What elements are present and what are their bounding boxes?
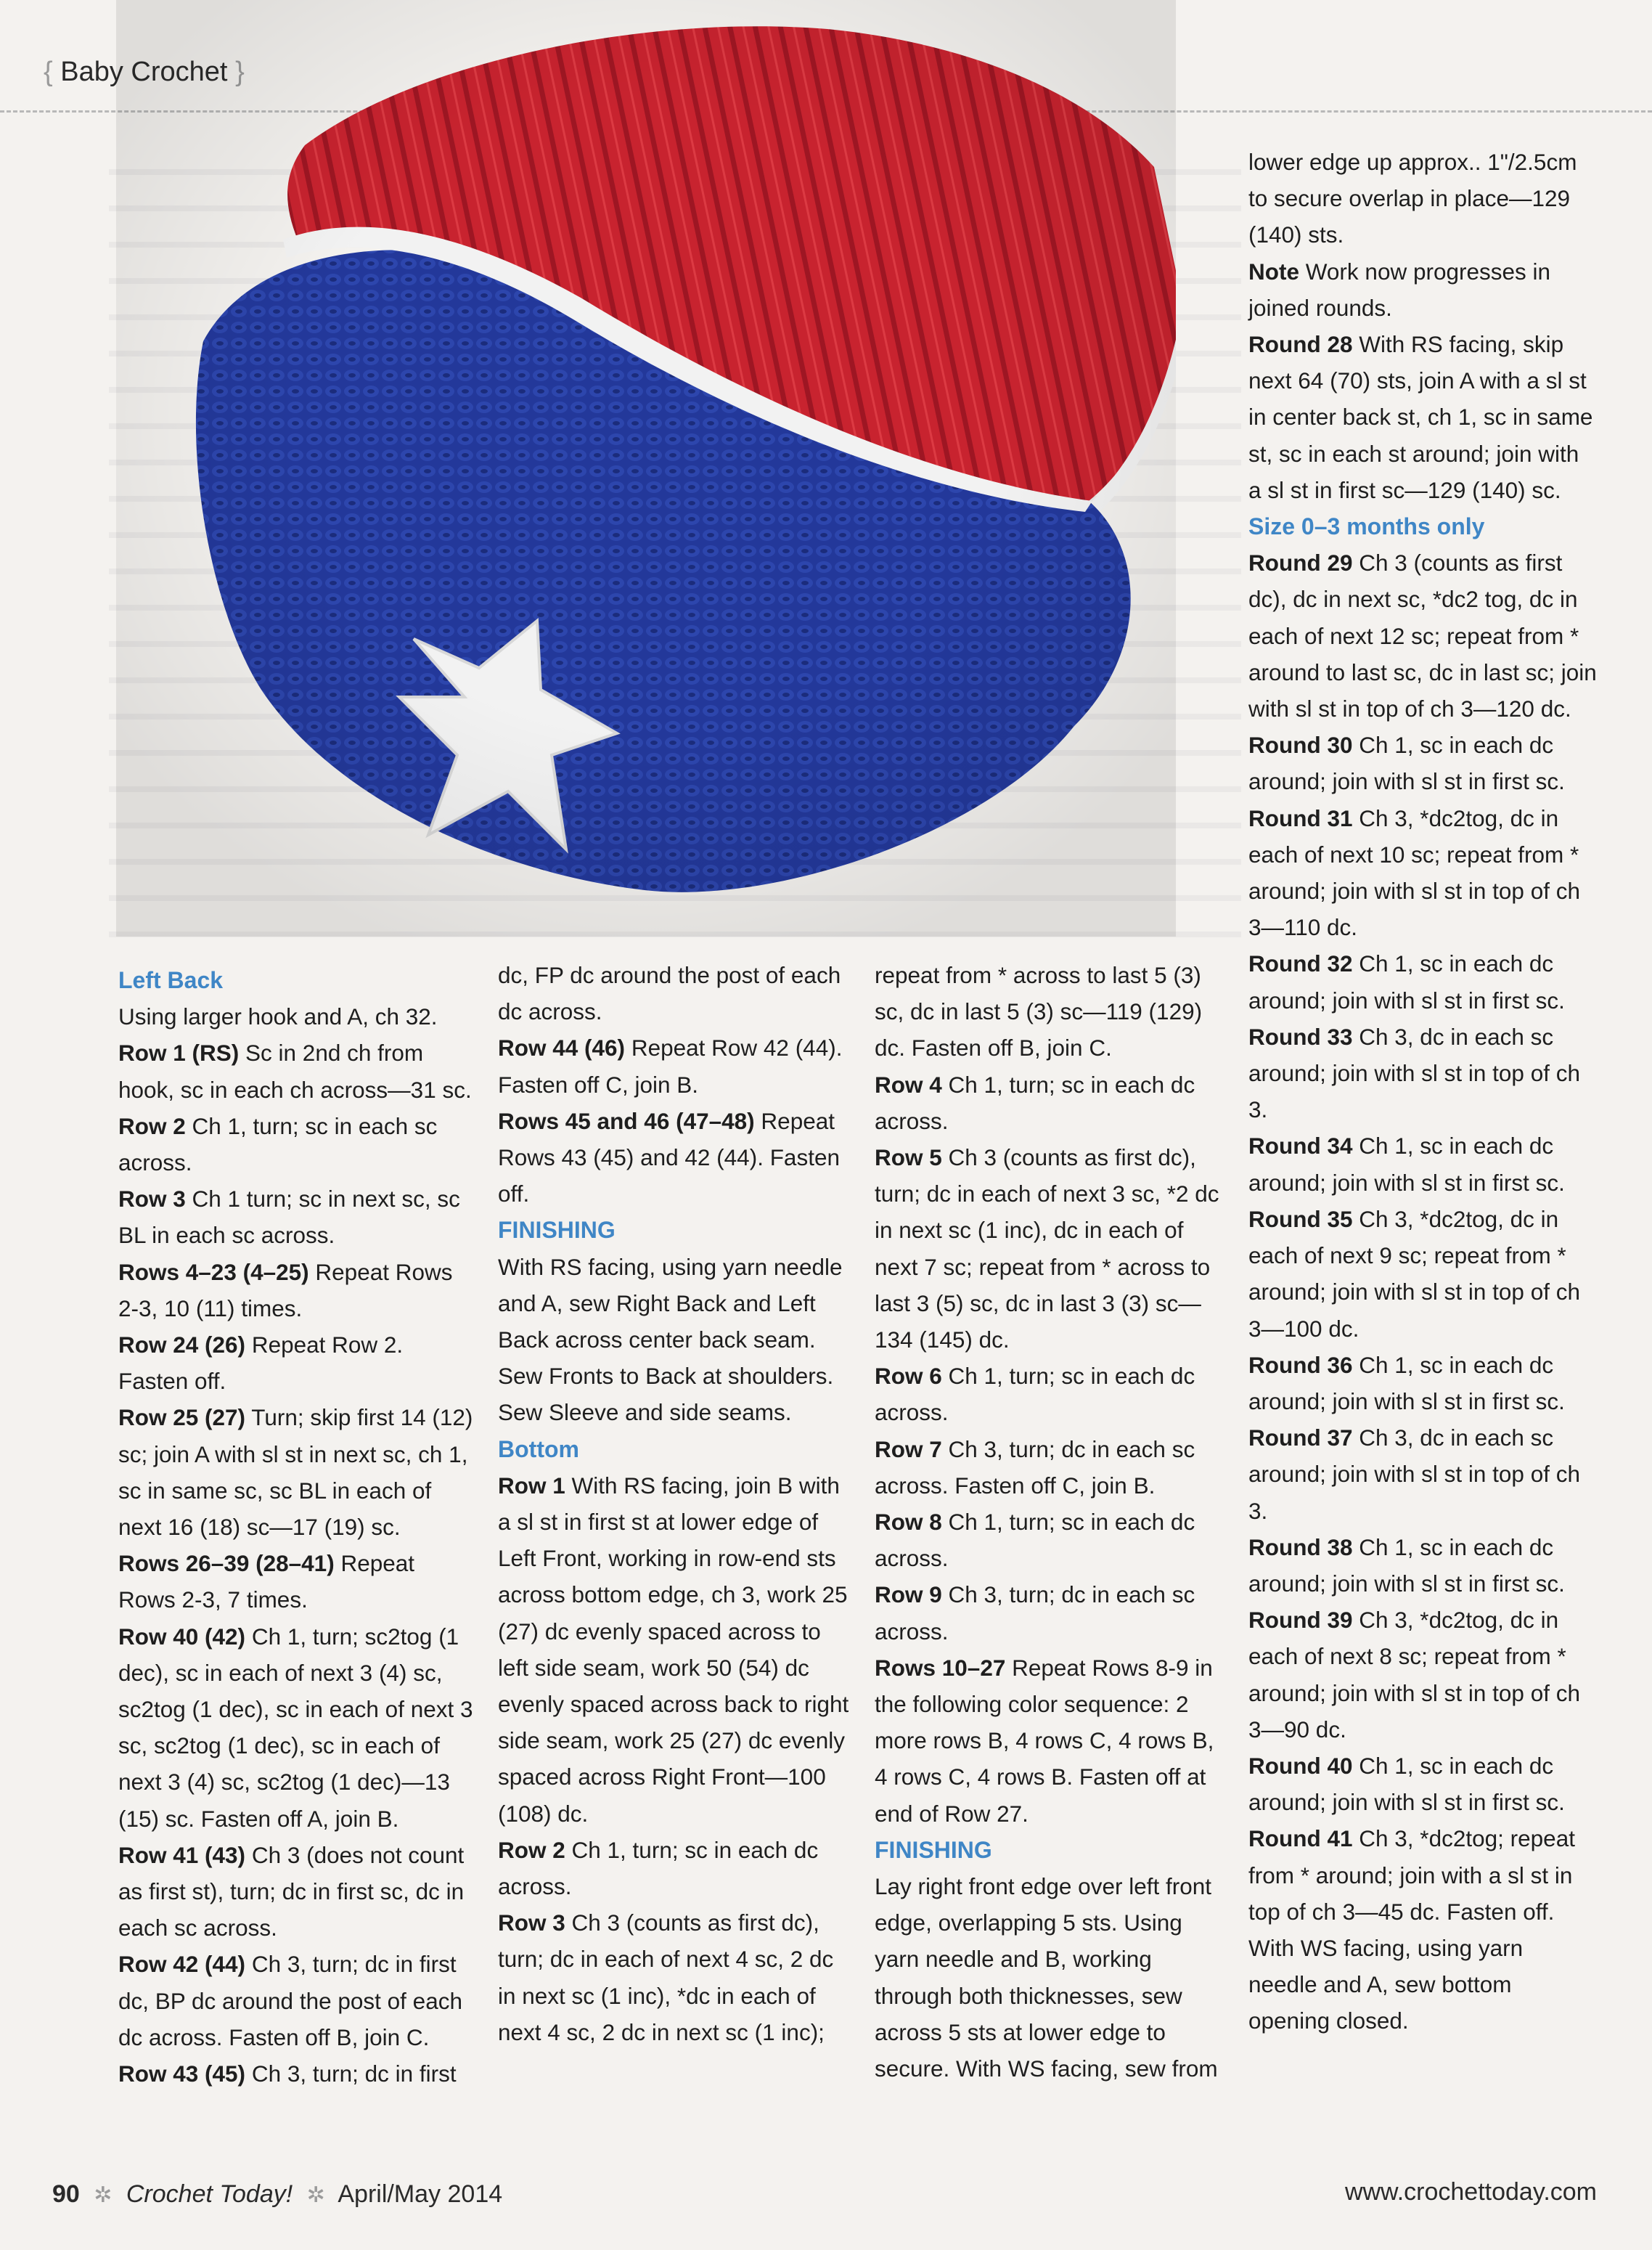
instruction-text: Repeat Row 2. Fasten off.	[118, 1332, 404, 1395]
instruction-text: Ch 1, turn; sc in each dc across.	[875, 1509, 1195, 1572]
row-label: Note	[1248, 258, 1299, 285]
instruction-text: Ch 1, turn; sc in each dc across.	[875, 1071, 1195, 1134]
instruction-paragraph	[118, 2055, 474, 2092]
hat-photo	[116, 0, 1176, 937]
row-label: Row 2	[118, 1112, 186, 1139]
instruction-text: Turn; skip first 14 (12) sc; join A with sl st in next sc, ch 1, sc in same sc, sc BL in each of next 16 (18) sc—17 (19) sc.	[118, 1404, 473, 1541]
instruction-text: Ch 3, *dc2tog, dc in each of next 10 sc; repeat from * around; join with sl st in top of ch 3—110 dc.	[1248, 804, 1580, 941]
instruction-paragraph	[1248, 326, 1597, 508]
instruction-paragraph	[1248, 1419, 1597, 1529]
row-label: Row 5	[875, 1144, 942, 1171]
instruction-text: Using larger hook and A, ch 32.	[118, 1003, 438, 1030]
row-label: Round 33	[1248, 1023, 1353, 1050]
row-label: Row 42 (44)	[118, 1951, 246, 1978]
instruction-paragraph	[118, 1108, 474, 1181]
instruction-paragraph	[1248, 144, 1597, 253]
instruction-text: Sc in 2nd ch from hook, sc in each ch across—31 sc.	[118, 1040, 472, 1103]
instruction-text: Repeat Rows 8-9 in the following color sequence: 2 more rows B, 4 rows C, 4 rows B, 4 rows C, 4 rows B. Fasten off at end of Row 27.	[875, 1654, 1214, 1827]
pattern-column-3	[875, 957, 1230, 2087]
instruction-text: Ch 3, *dc2tog, dc in each of next 9 sc; repeat from * around; join with sl st in top of ch 3—100 dc.	[1248, 1205, 1580, 1342]
instruction-paragraph	[118, 1946, 474, 2055]
instruction-paragraph	[875, 1358, 1230, 1430]
instruction-text: Ch 3 (counts as first dc), turn; dc in each of next 3 sc, *2 dc in next sc (1 inc), dc in each of next 7 sc; repeat from * across to last 3 (5) sc, dc in last 3 (3) sc—134 (145) dc.	[875, 1144, 1219, 1353]
instruction-text: Ch 1, turn; sc in each dc across.	[498, 1836, 819, 1900]
section-heading: Left Back	[118, 967, 224, 993]
instruction-paragraph	[875, 957, 1230, 1067]
instruction-text: Ch 1, sc in each dc around; join with sl st in first sc.	[1248, 1533, 1565, 1597]
instruction-paragraph	[1248, 1820, 1597, 1930]
row-label: Row 25 (27)	[118, 1404, 246, 1431]
instruction-paragraph	[875, 1067, 1230, 1139]
row-label: Row 6	[875, 1363, 942, 1390]
row-label: Row 24 (26)	[118, 1332, 246, 1358]
instruction-paragraph	[1248, 1930, 1597, 2039]
instruction-text: Ch 1, sc in each dc around; join with sl st in first sc.	[1248, 1351, 1565, 1414]
instruction-text: With RS facing, using yarn needle and A, sew Right Back and Left Back across center back seam. Sew Fronts to Back at shoulders. Sew Sleeve and side seams.	[498, 1253, 843, 1426]
row-label: Round 29	[1248, 550, 1353, 576]
instruction-paragraph	[498, 1103, 850, 1212]
instruction-text: repeat from * across to last 5 (3) sc, dc in last 5 (3) sc—119 (129) dc. Fasten off B, join C.	[875, 962, 1203, 1061]
instruction-paragraph	[1248, 1602, 1597, 1748]
instruction-paragraph	[118, 1181, 474, 1253]
row-label: Row 40 (42)	[118, 1623, 246, 1650]
instruction-text: Ch 3, turn; dc in first dc, BP dc around the post of each dc across. Fasten off B, join C.	[118, 1951, 462, 2050]
row-label: Rows 45 and 46 (47–48)	[498, 1107, 755, 1134]
row-label: Row 44 (46)	[498, 1035, 626, 1061]
instruction-text: Ch 1, turn; sc2tog (1 dec), sc in each of next 3 (4) sc, sc2tog (1 dec), sc in each of next 3 sc, sc2tog (1 dec), sc in each of next 3 (4) sc, sc2tog (1 dec)—13 (15) sc. Fasten off A, join B.	[118, 1623, 473, 1832]
instruction-text: Ch 3 (does not count as first st), turn; dc in first sc, dc in each sc across.	[118, 1841, 465, 1941]
instruction-paragraph	[498, 1904, 850, 2050]
instruction-paragraph	[1248, 1128, 1597, 1200]
row-label: Round 41	[1248, 1825, 1353, 1852]
instruction-text: Ch 3, turn; dc in each sc across.	[875, 1581, 1195, 1644]
instruction-paragraph	[118, 1399, 474, 1545]
instruction-paragraph	[498, 1030, 850, 1102]
row-label: Round 34	[1248, 1133, 1353, 1159]
instruction-text: Repeat Row 42 (44). Fasten off C, join B.	[498, 1035, 843, 1098]
section-heading: FINISHING	[498, 1217, 616, 1244]
instruction-text: Ch 1, sc in each dc around; join with sl st in first sc.	[1248, 1133, 1565, 1196]
left-brace-icon: {	[44, 57, 53, 87]
row-label: Row 4	[875, 1071, 942, 1098]
section-label-text: Baby Crochet	[60, 57, 228, 87]
instruction-paragraph	[498, 1249, 850, 1431]
row-label: Round 28	[1248, 331, 1353, 358]
instruction-paragraph	[1248, 253, 1597, 326]
instruction-text: Ch 1, turn; sc in each dc across.	[875, 1363, 1195, 1426]
row-label: Rows 10–27	[875, 1654, 1006, 1681]
instruction-text: With RS facing, skip next 64 (70) sts, join A with a sl st in center back st, ch 1, sc in same st, sc in each st around; join with a sl st in first sc—129 (140) sc.	[1248, 331, 1593, 503]
row-label: Row 1	[498, 1472, 565, 1499]
instruction-text: dc, FP dc around the post of each dc across.	[498, 962, 841, 1025]
row-label: Rows 26–39 (28–41)	[118, 1550, 335, 1577]
instruction-paragraph	[498, 1832, 850, 1904]
instruction-paragraph	[498, 1467, 850, 1832]
bullet-icon: ✲	[306, 2183, 325, 2207]
instruction-paragraph	[118, 1837, 474, 1947]
instruction-text: With RS facing, join B with a sl st in first st at lower edge of Left Front, working in row-end sts across bottom edge, ch 3, work 25 (27) dc evenly spaced across to left side seam, work 50 (54) dc evenly spaced across back to right side seam, work 25 (27) dc evenly spaced across Right Front—100 (108) dc.	[498, 1472, 849, 1827]
instruction-text: Lay right front edge over left front edge, overlapping 5 sts. Using yarn needle and B, working through both thicknesses, sew across 5 sts at lower edge to secure. With WS facing, sew from	[875, 1873, 1218, 2082]
row-label: Round 40	[1248, 1752, 1353, 1779]
instruction-text: Ch 1, sc in each dc around; join with sl st in first sc.	[1248, 732, 1565, 795]
row-label: Row 3	[118, 1186, 186, 1212]
instruction-text: Ch 1, sc in each dc around; join with sl st in first sc.	[1248, 1752, 1565, 1816]
instruction-text: Ch 3, *dc2tog, dc in each of next 8 sc; repeat from * around; join with sl st in top of ch 3—90 dc.	[1248, 1607, 1580, 1742]
instruction-text: Ch 1, turn; sc in each sc across.	[118, 1112, 438, 1176]
instruction-paragraph	[498, 957, 850, 1030]
row-label: Row 43 (45)	[118, 2061, 246, 2087]
row-label: Row 3	[498, 1909, 565, 1936]
instruction-text: With WS facing, using yarn needle and A, sew bottom opening closed.	[1248, 1934, 1524, 2034]
row-label: Row 1 (RS)	[118, 1040, 240, 1067]
row-label: Round 32	[1248, 950, 1353, 977]
instruction-paragraph	[118, 1326, 474, 1399]
instruction-paragraph	[875, 1139, 1230, 1358]
instruction-paragraph	[1248, 727, 1597, 799]
row-label: Round 36	[1248, 1351, 1353, 1378]
website-url: www.crochettoday.com	[1344, 2178, 1597, 2206]
instruction-paragraph	[118, 1618, 474, 1837]
footer-folio	[52, 2180, 502, 2209]
row-label: Round 31	[1248, 804, 1353, 831]
instruction-text: Ch 3, turn; dc in first	[245, 2061, 457, 2087]
issue-date: April/May 2014	[338, 2180, 503, 2208]
instruction-text: Repeat Rows 2-3, 10 (11) times.	[118, 1258, 453, 1321]
instruction-paragraph	[1248, 1347, 1597, 1419]
instruction-paragraph	[1248, 1748, 1597, 1820]
instruction-text: Ch 1 turn; sc in next sc, sc BL in each sc across.	[118, 1186, 460, 1249]
row-label: Row 9	[875, 1581, 942, 1608]
bullet-icon: ✲	[94, 2183, 113, 2207]
page-number: 90	[52, 2180, 80, 2208]
instruction-paragraph	[118, 1545, 474, 1618]
instruction-text: lower edge up approx.. 1"/2.5cm to secure overlap in place—129 (140) sts.	[1248, 149, 1577, 248]
instruction-text: Repeat Rows 2-3, 7 times.	[118, 1550, 415, 1613]
row-label: Round 39	[1248, 1607, 1353, 1634]
instruction-text: Ch 3, *dc2tog; repeat from * around; join with a sl st in top of ch 3—45 dc. Fasten off.	[1248, 1825, 1575, 1925]
pattern-column-2	[498, 957, 850, 2050]
instruction-text: Ch 3, dc in each sc around; join with sl st in top of ch 3.	[1248, 1023, 1580, 1123]
right-brace-icon: }	[235, 57, 245, 87]
row-label: Round 37	[1248, 1424, 1353, 1451]
pattern-column-4	[1248, 144, 1597, 2039]
row-label: Round 30	[1248, 732, 1353, 759]
section-heading: Size 0–3 months only	[1248, 513, 1485, 540]
row-label: Row 7	[875, 1435, 942, 1462]
instruction-text: Ch 3, turn; dc in each sc across. Fasten off C, join B.	[875, 1435, 1195, 1499]
pattern-column-1	[118, 962, 474, 2092]
instruction-text: Ch 1, sc in each dc around; join with sl st in first sc.	[1248, 950, 1565, 1014]
instruction-paragraph	[875, 1504, 1230, 1576]
magazine-title: Crochet Today!	[126, 2180, 293, 2208]
instruction-paragraph	[875, 1650, 1230, 1832]
instruction-paragraph	[1248, 1019, 1597, 1128]
instruction-paragraph	[875, 1431, 1230, 1504]
instruction-paragraph	[118, 998, 474, 1035]
instruction-text: Ch 3 (counts as first dc), turn; dc in each of next 4 sc, 2 dc in next sc (1 inc), *dc in each of next 4 sc, 2 dc in next sc (1 inc);	[498, 1909, 834, 2045]
instruction-text: Work now progresses in joined rounds.	[1248, 258, 1551, 321]
instruction-paragraph	[1248, 545, 1597, 727]
instruction-paragraph	[118, 1254, 474, 1326]
row-label: Row 2	[498, 1836, 565, 1863]
instruction-paragraph	[875, 1868, 1230, 2087]
row-label: Row 41 (43)	[118, 1841, 246, 1868]
section-heading: FINISHING	[875, 1836, 992, 1863]
row-label: Round 35	[1248, 1205, 1353, 1232]
row-label: Rows 4–23 (4–25)	[118, 1258, 309, 1285]
instruction-paragraph	[118, 1035, 474, 1107]
instruction-paragraph	[1248, 1201, 1597, 1347]
instruction-text: Ch 3, dc in each sc around; join with sl st in top of ch 3.	[1248, 1424, 1580, 1524]
instruction-paragraph	[1248, 800, 1597, 946]
instruction-paragraph	[875, 1576, 1230, 1649]
instruction-text: Repeat Rows 43 (45) and 42 (44). Fasten off.	[498, 1107, 840, 1207]
instruction-paragraph	[1248, 1529, 1597, 1602]
instruction-text: Ch 3 (counts as first dc), dc in next sc, *dc2 tog, dc in each of next 12 sc; repeat from * around to last sc, dc in last sc; join with sl st in top of ch 3—120 dc.	[1248, 550, 1597, 722]
section-heading: Bottom	[498, 1435, 579, 1462]
instruction-paragraph	[1248, 945, 1597, 1018]
row-label: Row 8	[875, 1509, 942, 1536]
row-label: Round 38	[1248, 1533, 1353, 1560]
